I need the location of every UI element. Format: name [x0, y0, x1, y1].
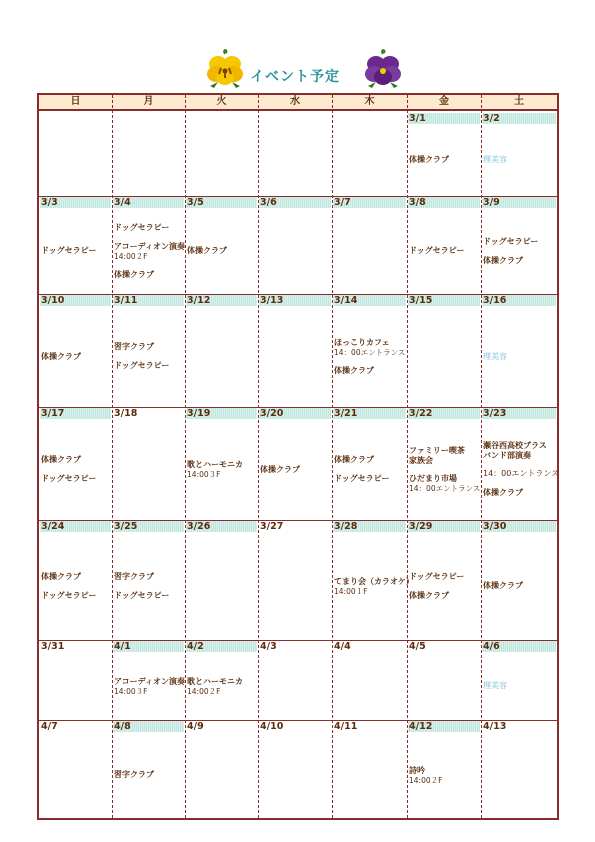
calendar-date: 3/28 — [333, 521, 406, 532]
calendar-event — [114, 342, 154, 352]
event-title: 瀬谷西高校ブラス — [483, 441, 547, 450]
calendar-event — [41, 572, 81, 582]
calendar-date: 4/10 — [260, 721, 284, 732]
event-calendar — [37, 93, 559, 820]
calendar-event — [334, 366, 374, 376]
weekday-label: 日 — [70, 96, 81, 107]
calendar-date: 3/17 — [40, 408, 111, 419]
calendar-date: 3/30 — [482, 521, 556, 532]
event-title: 体操クラブ — [41, 572, 81, 581]
event-detail: 14:00３F — [114, 687, 148, 696]
event-title: アコーディオン演奏 — [114, 677, 185, 686]
event-title: 体操クラブ — [409, 591, 449, 600]
event-detail: 14:00２F — [409, 776, 443, 785]
calendar-date: 4/8 — [113, 721, 184, 732]
calendar-event — [114, 591, 169, 601]
event-title: 歌とハーモニカ — [187, 677, 243, 686]
event-title: 習字クラブ — [114, 572, 154, 581]
page-header — [0, 44, 595, 90]
event-title: 歌とハーモニカ — [187, 460, 243, 469]
event-title: アコーディオン演奏 — [114, 242, 185, 251]
calendar-date: 4/7 — [41, 721, 58, 732]
calendar-event — [483, 581, 523, 591]
calendar-event — [41, 352, 81, 362]
calendar-event — [114, 677, 185, 696]
event-title: ドッグセラピー — [41, 591, 97, 600]
event-title: 体操クラブ — [334, 366, 374, 375]
calendar-event — [409, 446, 465, 465]
calendar-event — [334, 455, 374, 465]
calendar-event — [483, 256, 523, 266]
event-title: ドッグセラピー — [41, 246, 97, 255]
calendar-event — [483, 488, 523, 498]
event-title: 体操クラブ — [260, 465, 300, 474]
calendar-date: 3/5 — [186, 197, 257, 208]
weekday-label: 火 — [216, 96, 227, 107]
event-title: ドッグセラピー — [114, 591, 170, 600]
calendar-date: 3/2 — [482, 113, 556, 124]
calendar-date: 3/11 — [113, 295, 184, 306]
calendar-date: 3/18 — [114, 408, 138, 419]
calendar-date: 3/31 — [41, 641, 65, 652]
calendar-date: 3/20 — [259, 408, 331, 419]
page-title: イベント予定 — [250, 69, 340, 85]
event-title: ほっこりカフェ — [334, 338, 390, 347]
event-title: 体操クラブ — [187, 246, 227, 255]
beauty-event — [483, 352, 507, 362]
calendar-date: 3/16 — [482, 295, 556, 306]
calendar-event — [41, 246, 96, 256]
calendar-event — [334, 577, 414, 596]
calendar-date: 3/10 — [40, 295, 111, 306]
calendar-event — [187, 677, 243, 696]
calendar-date: 4/12 — [408, 721, 480, 732]
calendar-date: 4/6 — [482, 641, 556, 652]
event-detail: 14:00３F — [187, 470, 221, 479]
weekday-label: 月 — [143, 96, 154, 107]
calendar-event — [41, 474, 96, 484]
calendar-date: 3/24 — [40, 521, 111, 532]
calendar-event — [409, 155, 449, 165]
calendar-date: 3/26 — [186, 521, 257, 532]
weekday-label: 木 — [364, 96, 375, 107]
calendar-date: 3/7 — [333, 197, 406, 208]
calendar-date: 4/1 — [113, 641, 184, 652]
calendar-event — [334, 474, 389, 484]
calendar-event — [483, 441, 547, 460]
calendar-date: 4/5 — [409, 641, 426, 652]
calendar-event — [41, 455, 81, 465]
event-title: ドッグセラピー — [41, 474, 97, 483]
calendar-date: 3/14 — [333, 295, 406, 306]
calendar-event — [114, 770, 154, 780]
calendar-date: 3/1 — [408, 113, 480, 124]
event-title: ドッグセラピー — [409, 572, 465, 581]
beauty-event — [483, 681, 507, 691]
event-title: 体操クラブ — [483, 256, 523, 265]
calendar-date: 3/27 — [260, 521, 284, 532]
weekday-label: 水 — [290, 96, 300, 107]
event-title: 習字クラブ — [114, 770, 154, 779]
calendar-event — [114, 270, 154, 280]
calendar-event — [41, 591, 96, 601]
calendar-date: 4/3 — [260, 641, 277, 652]
event-title: てまり会（カラオケ） — [334, 577, 414, 586]
event-title: 体操クラブ — [409, 155, 449, 164]
event-detail: 14：00エントランス — [409, 484, 481, 493]
event-detail: 14:00２F — [114, 252, 148, 261]
event-detail: バンド部演奏 — [483, 451, 531, 460]
event-detail: 14:00１F — [334, 587, 368, 596]
event-detail: 14:00２F — [187, 687, 221, 696]
calendar-event — [260, 465, 300, 475]
calendar-event — [114, 242, 185, 261]
calendar-event — [409, 246, 464, 256]
calendar-event — [409, 591, 449, 601]
calendar-event — [409, 766, 442, 785]
calendar-date: 4/4 — [334, 641, 351, 652]
event-title: 体操クラブ — [483, 488, 523, 497]
calendar-event — [187, 246, 227, 256]
calendar-date: 3/19 — [186, 408, 257, 419]
calendar-date: 3/22 — [408, 408, 480, 419]
event-title: ファミリー喫茶 — [409, 446, 465, 455]
event-title: ドッグセラピー — [114, 223, 170, 232]
event-title: 体操クラブ — [114, 270, 154, 279]
weekday-header — [39, 95, 557, 111]
event-title: ドッグセラピー — [409, 246, 465, 255]
event-title: 理美容 — [483, 155, 507, 164]
event-title: 理美容 — [483, 681, 507, 690]
calendar-date: 3/13 — [259, 295, 331, 306]
calendar-date: 4/11 — [334, 721, 358, 732]
calendar-date: 3/6 — [259, 197, 331, 208]
calendar-date: 4/13 — [483, 721, 507, 732]
event-title: 体操クラブ — [41, 455, 81, 464]
calendar-date: 3/9 — [482, 197, 556, 208]
calendar-event — [114, 223, 169, 233]
weekday-label: 金 — [439, 96, 449, 107]
calendar-date: 3/21 — [333, 408, 406, 419]
event-title: ドッグセラピー — [483, 237, 539, 246]
event-title: 体操クラブ — [41, 352, 81, 361]
calendar-date: 3/25 — [113, 521, 184, 532]
weekday-label: 土 — [514, 96, 524, 107]
calendar-date: 3/29 — [408, 521, 480, 532]
calendar-date: 3/23 — [482, 408, 556, 419]
purple-pansy-icon — [362, 48, 404, 90]
calendar-event — [409, 572, 464, 582]
event-title: 習字クラブ — [114, 342, 154, 351]
calendar-event — [483, 237, 538, 247]
calendar-date: 3/4 — [113, 197, 184, 208]
beauty-event — [483, 155, 507, 165]
calendar-date: 3/15 — [408, 295, 480, 306]
calendar-date: 3/12 — [186, 295, 257, 306]
event-title: ひだまり市場 — [409, 474, 457, 483]
event-title: 理美容 — [483, 352, 507, 361]
calendar-date: 4/9 — [187, 721, 204, 732]
event-title: 体操クラブ — [334, 455, 374, 464]
calendar-event — [334, 338, 405, 357]
event-title: ドッグセラピー — [334, 474, 390, 483]
calendar-date: 3/8 — [408, 197, 480, 208]
event-detail: 家族会 — [409, 456, 433, 465]
calendar-event — [409, 474, 480, 493]
event-title: ドッグセラピー — [114, 361, 170, 370]
event-detail: 14：00エントランス — [334, 348, 406, 357]
calendar-event — [187, 460, 243, 479]
event-title: 詩吟 — [409, 766, 425, 775]
event-title: 14：00エントランス — [483, 469, 560, 478]
calendar-event — [483, 469, 559, 479]
calendar-date: 4/2 — [186, 641, 257, 652]
calendar-date: 3/3 — [40, 197, 111, 208]
event-title: 体操クラブ — [483, 581, 523, 590]
calendar-event — [114, 572, 154, 582]
calendar-event — [114, 361, 169, 371]
yellow-pansy-icon — [204, 48, 246, 90]
